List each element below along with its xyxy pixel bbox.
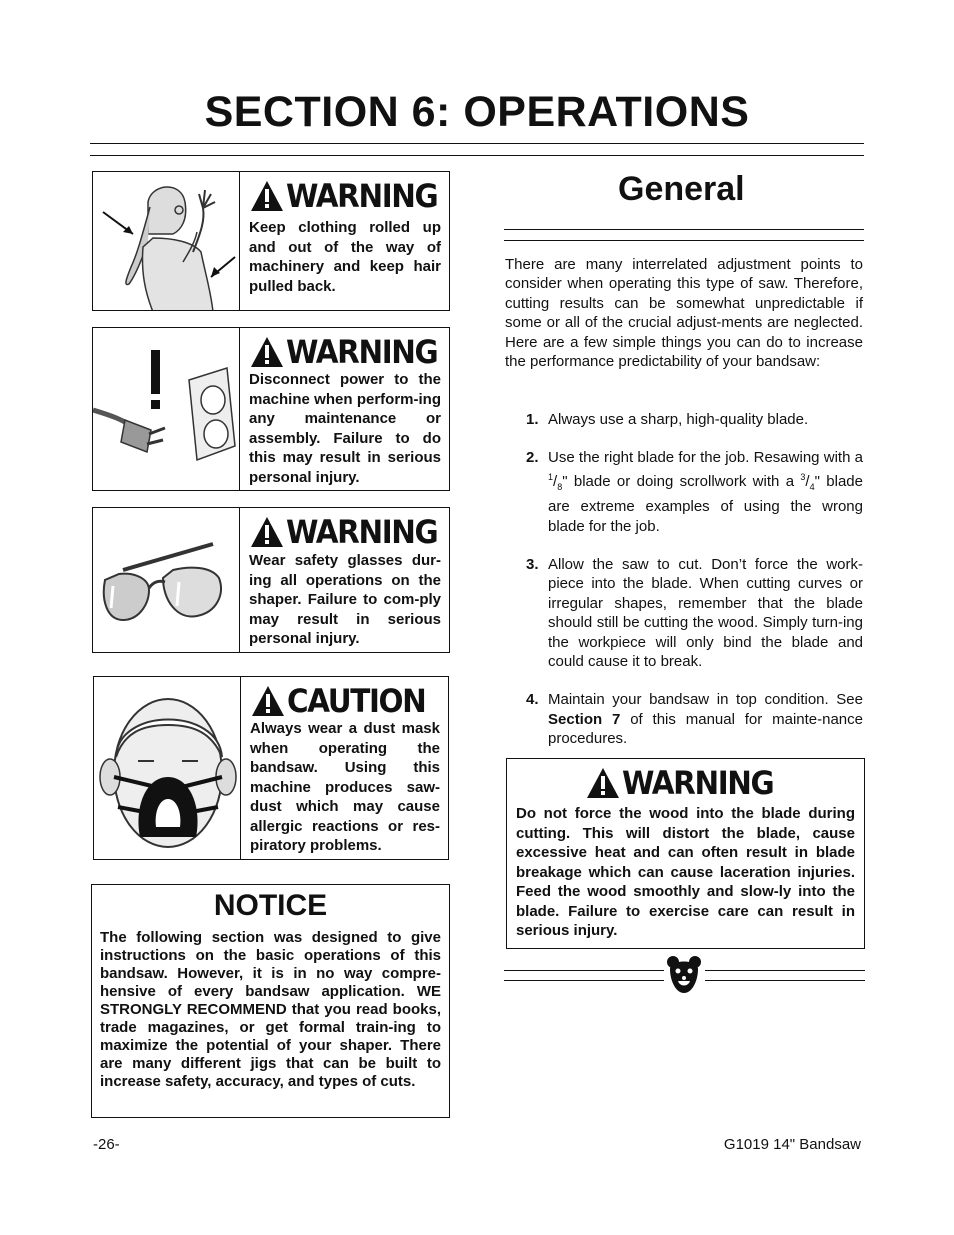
section-reference: Section 7 — [548, 710, 621, 728]
alert-triangle-icon — [585, 766, 621, 800]
notice-text: The following section was designed to give instructions on the basic operations of this bandsaw. However, it is in no way compre-hensive of every bandsaw application. WE STRONGLY RECOMMEND that you read books, trade magazines, or get formal train-ing to maximize the potential of your shaper. There are many different jigs that can be built to increase safety, accuracy, and types of cuts. — [100, 929, 441, 1090]
warning-panel-power — [92, 327, 450, 491]
warning-box-feed — [506, 758, 865, 949]
logo-rule-right-top — [705, 970, 865, 971]
signal-word: WARNING — [621, 764, 774, 802]
general-rule-bottom — [504, 240, 864, 241]
general-heading: General — [618, 170, 745, 208]
warning-text: Keep clothing rolled up and out of the way of machinery and keep hair pulled back. — [249, 219, 441, 295]
title-rule-top — [90, 143, 864, 144]
steps-list — [505, 410, 863, 749]
step-number: 4. — [526, 691, 539, 709]
alert-triangle-icon — [249, 179, 285, 213]
page-number: -26- — [93, 1136, 120, 1153]
signal-word: CAUTION — [287, 682, 426, 720]
logo-rule-left-top — [504, 970, 664, 971]
step-text: Use the right blade for the job. Resawing with a — [548, 449, 863, 467]
alert-triangle-icon — [249, 515, 285, 549]
list-item: 2. Use the right blade for the job. Resawing with a $^1/_8$" blade or doing scrollwork with a $^3/_4$" blade are extreme examples of using the wrong blade for the job. — [526, 449, 863, 535]
warning-text: Do not force the wood into the blade during cutting. This will distort the blade, cause excessive heat and can often result in blade breakage which can cause laceration injuries. Feed the wood smoothly and slow-ly into the blade. Failure to exercise care can result in serious injury. — [516, 805, 855, 939]
fraction-numerator: 3 — [800, 471, 806, 482]
caution-text: Always wear a dust mask when operating the bandsaw. Using this machine produces saw-dust which may cause allergic reactions or res-piratory problems. — [250, 720, 440, 854]
step-text: " blade are extreme examples of using the wrong blade for the job. — [548, 472, 863, 535]
general-rule-top — [504, 229, 864, 230]
step-text: " blade or doing scrollwork with a — [562, 472, 801, 490]
warning-panel-clothing — [92, 171, 450, 311]
signal-header — [249, 174, 441, 218]
logo-rule-left-bottom — [504, 980, 664, 981]
step-number: 2. — [526, 449, 539, 467]
signal-header — [507, 761, 864, 805]
list-item — [505, 410, 863, 429]
step-text: Allow the saw to cut. Don’t force the work-piece into the blade. When cutting curves or irregular shapes, remember that the blade should still be cutting the wood. Simply turn-ing the workpiece will only bind the blade and could cause it to break. — [548, 556, 863, 671]
warning-text: Disconnect power to the machine when perform-ing any maintenance or assembly. Failure to do this may result in serious personal injury. — [249, 371, 441, 486]
fraction-numerator: 1 — [548, 471, 554, 482]
step-text: of this manual for mainte-nance procedures. — [548, 710, 863, 748]
signal-word: WARNING — [286, 513, 438, 551]
signal-header — [249, 330, 441, 374]
signal-header — [250, 679, 440, 723]
hair-clothing-illustration — [93, 172, 240, 310]
model-label: G1019 14" Bandsaw — [723, 1136, 861, 1153]
page-title: SECTION 6: OPERATIONS — [204, 88, 750, 136]
title-rule-bottom — [90, 155, 864, 156]
step-number: 1. — [526, 411, 539, 428]
warning-panel-glasses — [92, 507, 450, 653]
step-number: 3. — [526, 556, 539, 574]
signal-word: WARNING — [286, 177, 438, 215]
list-item — [505, 555, 863, 671]
bear-head-logo — [666, 955, 702, 995]
signal-word: WARNING — [286, 333, 438, 371]
alert-triangle-icon — [250, 684, 286, 718]
caution-panel-dust-mask — [93, 676, 449, 860]
step-text: Always use a sharp, high-quality blade. — [548, 411, 809, 428]
notice-title: NOTICE — [213, 889, 328, 922]
fraction-denominator: 4 — [809, 481, 815, 492]
dust-mask-illustration — [94, 677, 241, 859]
list-item — [505, 690, 863, 748]
safety-glasses-illustration — [93, 508, 240, 652]
logo-rule-right-bottom — [705, 980, 865, 981]
step-text: Maintain your bandsaw in top condition. See — [548, 691, 863, 709]
alert-triangle-icon — [249, 335, 285, 369]
fraction-denominator: 8 — [557, 481, 563, 492]
notice-box — [91, 884, 450, 1118]
plug-outlet-illustration — [93, 328, 240, 490]
general-intro: There are many interrelated adjustment points to consider when operating this type of saw. Therefore, cutting results can be somewhat unpredictable if some or all of the crucial adjust-ments are neglected. Here are a few simple things you can do to increase the performance predictability of your bandsaw: — [505, 256, 863, 371]
warning-text: Wear safety glasses dur-ing all operations on the shaper. Failure to com-ply may result in serious personal injury. — [249, 552, 441, 647]
signal-header — [249, 510, 441, 554]
